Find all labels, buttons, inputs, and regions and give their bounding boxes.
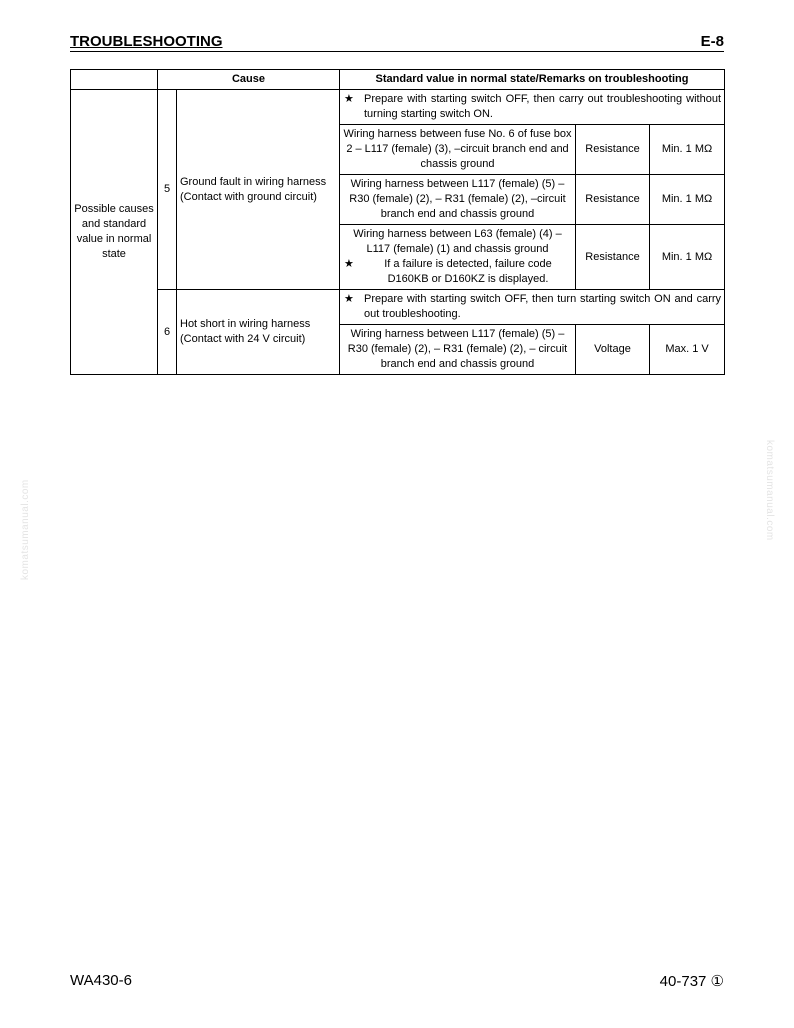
star-icon: ★ (344, 258, 354, 270)
watermark-right: komatsumanual.com (764, 440, 775, 541)
prep-remark (340, 90, 725, 125)
check-point: Wiring harness between L117 (female) (5) – R30 (female) (2), – R31 (female) (2), – circuit branch end and chassis ground (340, 325, 576, 375)
troubleshooting-table (70, 69, 725, 375)
prep-text: Prepare with starting switch OFF, then carry out troubleshooting without turning starting switch ON. (364, 93, 722, 120)
check-point: Wiring harness between L117 (female) (5) – R30 (female) (2), – R31 (female) (2), –circuit branch end and chassis ground (340, 175, 576, 225)
table-row (71, 90, 725, 125)
watermark-left: komatsumanual.com (20, 479, 31, 580)
table-row (71, 290, 725, 325)
check-point: Wiring harness between L63 (female) (4) – L117 (female) (1) and chassis ground (353, 228, 562, 255)
page-title: TROUBLESHOOTING (70, 33, 223, 50)
check-value: Min. 1 MΩ (650, 225, 725, 290)
standard-header: Standard value in normal state/Remarks on troubleshooting (340, 70, 725, 90)
cause-cell (177, 290, 340, 375)
cause-header: Cause (158, 70, 340, 90)
star-icon: ★ (344, 93, 354, 105)
check-value: Min. 1 MΩ (650, 125, 725, 175)
category-header (71, 70, 158, 90)
section-code: E-8 (700, 33, 724, 50)
cause-number: 5 (158, 90, 177, 290)
cause-detail: (Contact with 24 V circuit) (180, 333, 306, 345)
cause-title: Ground fault in wiring harness (180, 175, 327, 188)
page-header (70, 33, 724, 52)
cause-cell (177, 90, 340, 290)
table-header-row (71, 70, 725, 90)
star-icon: ★ (344, 293, 354, 305)
check-item: Resistance (576, 175, 650, 225)
cause-title: Hot short in wiring harness (180, 318, 311, 330)
footer-page-number: 40-737 ① (659, 973, 724, 990)
check-item: Resistance (576, 125, 650, 175)
cause-number: 6 (158, 290, 177, 375)
check-item: Resistance (576, 225, 650, 290)
check-point: Wiring harness between fuse No. 6 of fuse box 2 – L117 (female) (3), –circuit branch end and chassis ground (340, 125, 576, 175)
note-text: If a failure is detected, failure code D160KB or D160KZ is displayed. (384, 258, 552, 285)
check-point-with-note (340, 225, 576, 290)
check-value: Max. 1 V (650, 325, 725, 375)
category-cell: Possible causes and standard value in normal state (71, 90, 158, 375)
check-item: Voltage (576, 325, 650, 375)
prep-remark (340, 290, 725, 325)
prep-text: Prepare with starting switch OFF, then turn starting switch ON and carry out troubleshooting. (364, 293, 722, 320)
cause-detail: (Contact with ground circuit) (180, 190, 317, 203)
check-value: Min. 1 MΩ (650, 175, 725, 225)
footer-model: WA430-6 (70, 972, 132, 989)
